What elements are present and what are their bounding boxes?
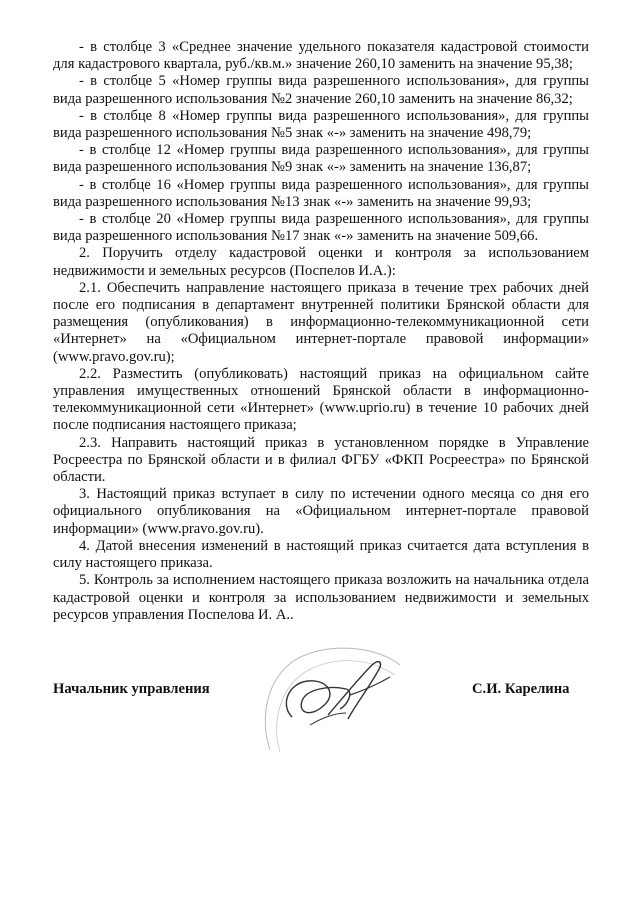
- handwritten-signature: [250, 655, 420, 735]
- clause-3: 3. Настоящий приказ вступает в силу по истечении одного месяца со дня его официального опубликования на «Официальном интернет-портале правовой информации» (www.pravo.gov.ru).: [53, 486, 589, 537]
- clause-2: 2. Поручить отделу кадастровой оценки и контроля за использованием недвижимости и земельных ресурсов (Поспелов И.А.):: [53, 245, 589, 279]
- amendment-item: - в столбце 20 «Номер группы вида разрешенного использования», для группы вида разрешенного использования №17 знак «-» заменить на значение 509,66.: [53, 211, 589, 245]
- amendment-item: - в столбце 8 «Номер группы вида разрешенного использования», для группы вида разрешенного использования №5 знак «-» заменить на значение 498,79;: [53, 107, 589, 142]
- document-body: [53, 39, 589, 624]
- clause-2-3: 2.3. Направить настоящий приказ в установленном порядке в Управление Росреестра по Брянской области и в филиал ФГБУ «ФКП Росреестра» по Брянской области.: [53, 434, 589, 486]
- amendment-item: - в столбце 5 «Номер группы вида разрешенного использования», для группы вида разрешенного использования №2 значение 260,10 заменить на значение 86,32;: [53, 73, 589, 107]
- clause-5: 5. Контроль за исполнением настоящего приказа возложить на начальника отдела кадастровой оценки и контроля за использованием недвижимости и земельных ресурсов управления Поспелова И. А..: [53, 572, 589, 623]
- clause-4: 4. Датой внесения изменений в настоящий приказ считается дата вступления в силу настоящего приказа.: [53, 537, 589, 572]
- amendment-item: - в столбце 16 «Номер группы вида разрешенного использования», для группы вида разрешенного использования №13 знак «-» заменить на значение 99,93;: [53, 176, 589, 210]
- signatory-name: С.И. Карелина: [472, 681, 570, 697]
- amendment-item: - в столбце 3 «Среднее значение удельного показателя кадастровой стоимости для кадастрового квартала, руб./кв.м.» значение 260,10 заменить на значение 95,38;: [53, 39, 589, 73]
- signatory-position: Начальник управления: [53, 681, 210, 697]
- clause-2-1: 2.1. Обеспечить направление настоящего приказа в течение трех рабочих дней после его подписания в департамент внутренней политики Брянской области для размещения (опубликования) в информационно-телекоммуникационной сети «Интернет» на «Официальном интернет-портале правовой информации» (www.pravo.gov.ru);: [53, 279, 589, 365]
- amendment-item: - в столбце 12 «Номер группы вида разрешенного использования», для группы вида разрешенного использования №9 знак «-» заменить на значение 136,87;: [53, 142, 589, 176]
- clause-2-2: 2.2. Разместить (опубликовать) настоящий приказ на официальном сайте управления имущественных отношений Брянской области в информационно-телекоммуникационной сети «Интернет» (www.uprio.ru) в течение 10 рабочих дней после подписания настоящего приказа;: [53, 365, 589, 434]
